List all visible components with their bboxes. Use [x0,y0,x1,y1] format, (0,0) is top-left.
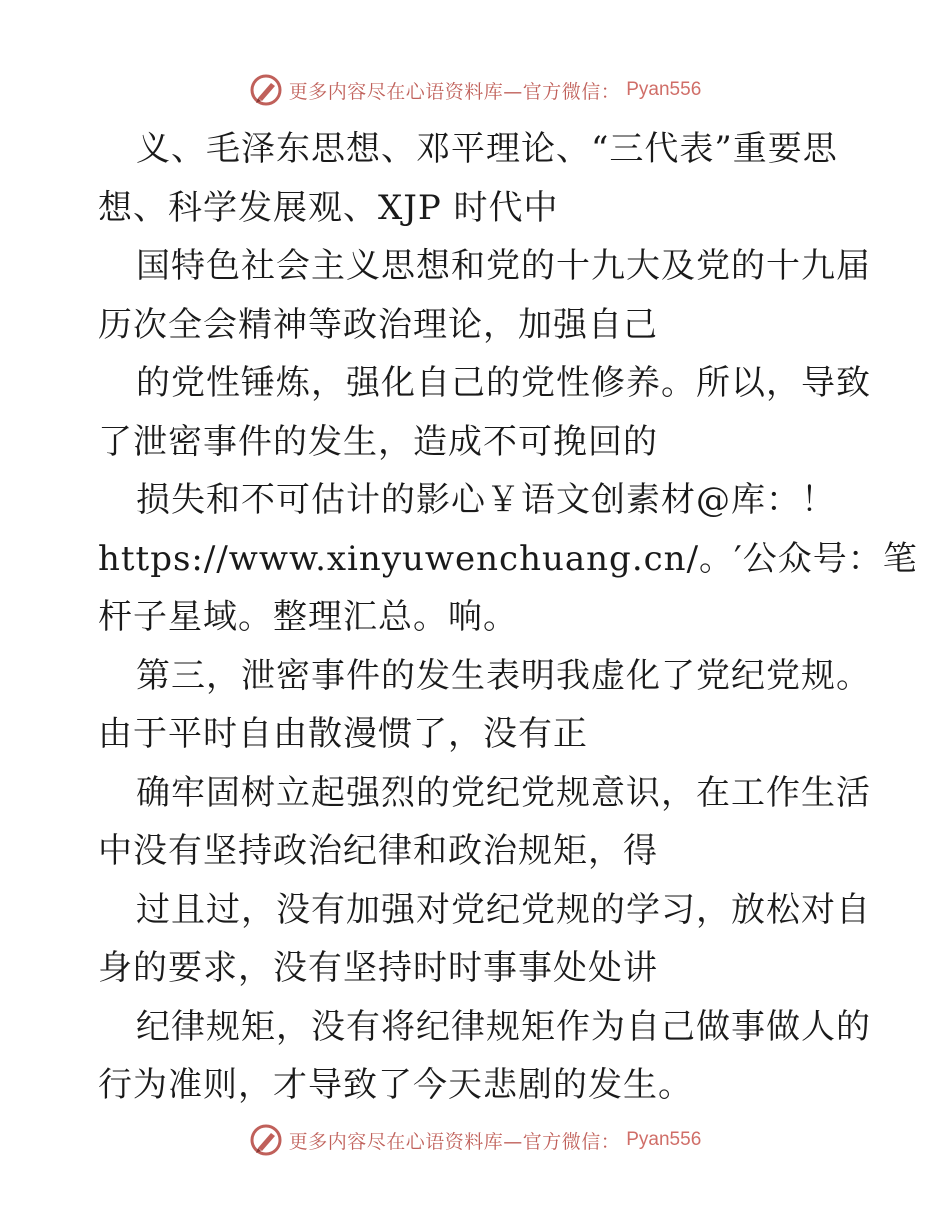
watermark-text: 更多内容尽在心语资料库—官方微信： [288,1130,621,1153]
watermark-handle: Pyan556 [626,79,702,100]
text-line: 想、科学发展观、XJP 时代中 [98,187,559,228]
watermark-text: 更多内容尽在心语资料库—官方微信： [288,80,621,103]
document-body [98,120,918,1115]
text-line: 的党性锤炼，强化自己的党性修养。所以，导致 [136,363,871,403]
watermark-handle: Pyan556 [626,1129,702,1150]
header-watermark [0,70,950,110]
text-line: 纪律规矩，没有将纪律规矩作为自己做事做人的 [136,1006,871,1047]
text-line: https://www.xinyuwenchuang.cn/。′公众号：笔 [98,538,918,579]
text-line: 中没有坚持政治纪律和政治规矩，得 [98,831,658,871]
text-line: 第三，泄密事件的发生表明我虚化了党纪党规。 [136,655,871,696]
text-line: 国特色社会主义思想和党的十九大及党的十九届 [136,246,871,286]
text-line: 义、毛泽东思想、邓平理论、“三代表”重要思 [136,129,838,169]
text-line: 了泄密事件的发生，造成不可挽回的 [98,421,658,462]
text-line: 损失和不可估计的影心￥语文创素材@库：！ [136,480,836,520]
footer-watermark [0,1120,950,1160]
text-line: 确牢固树立起强烈的党纪党规意识，在工作生活 [136,772,871,813]
text-line: 行为准则，才导致了今天悲剧的发生。 [98,1065,693,1105]
text-line: 历次全会精神等政治理论，加强自己 [98,304,658,345]
text-line: 由于平时自由散漫惯了，没有正 [98,714,588,754]
text-line: 过且过，没有加强对党纪党规的学习，放松对自 [136,889,871,930]
text-line: 杆子星域。整理汇总。响。 [98,597,518,637]
pen-logo-icon [249,1123,283,1157]
text-line: 身的要求，没有坚持时时事事处处讲 [98,948,658,988]
pen-logo-icon [249,73,283,107]
